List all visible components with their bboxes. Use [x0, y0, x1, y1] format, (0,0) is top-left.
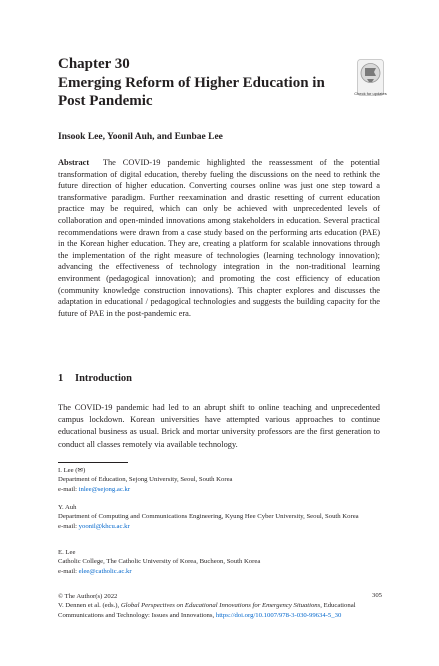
section-number: 1 [58, 373, 64, 384]
page-number: 305 [371, 592, 382, 599]
check-for-updates-label[interactable]: Check for updates [354, 91, 387, 96]
chapter-number: Chapter 30 [58, 56, 130, 72]
affiliation-dept: Department of Education, Sejong University, Seoul, South Korea [58, 476, 233, 484]
chapter-title: Emerging Reform of Higher Education in Post Pandemic [58, 75, 325, 109]
citation [58, 601, 383, 620]
authors: Insook Lee, Yoonil Auh, and Eunbae Lee [58, 132, 223, 142]
copyright-block [58, 592, 383, 620]
affiliation-name: E. Lee [58, 549, 76, 556]
citation-series: , Educational Communications and Technology: Issues and Innovations, [58, 602, 356, 619]
affiliation-dept: Department of Computing and Communications Engineering, Kyung Hee Cyber University, Seoul, South Korea [58, 513, 359, 521]
email-link[interactable]: elee@catholic.ac.kr [78, 567, 132, 575]
email-label: e-mail: [58, 485, 77, 493]
affiliation-1 [58, 466, 383, 494]
email-label: e-mail: [58, 522, 77, 530]
introduction-text: The COVID-19 pandemic had led to an abrupt shift to online teaching and unprecedented campus lockdown. Korean universities have attempted various approaches to continue educational business as usual. Brick and mortar university professors are the first generation to conduct all classes remotely via available technology. [58, 403, 380, 449]
citation-editors: V. Dennen et al. (eds.), [58, 602, 120, 610]
abstract-label: Abstract [58, 158, 90, 167]
section-heading [58, 373, 132, 384]
abstract-text: The COVID-19 pandemic highlighted the reassessment of the potential transformation of digital education, thereby fueling the discussions on the need to rethink the future direction of higher education. Converting courses online was just one step toward a transformative paradigm. Further reexamination and drastic resetting of current education practice may be required, which can only be achieved with unprecedented levels of collaboration and open-minded innovations among stakeholders in education. Several practical recommendations were drawn from a case study based on the performing arts education (PAE) in the Korean higher education. They are, creating a platform for scalable innovations through the implementation of the right measure of technologies (learning technology innovation); advancing the effectiveness of technology integration in the non-traditional learning environment (pedagogical innovation); and promoting the cost efficiency of education (community knowledge construction innovations). This chapter explores and discusses the adaptation in educational / pedagogical technologies and suggests the building capacity for the future of PAE in the post-pandemic era. [58, 158, 380, 318]
affiliation-2 [58, 503, 383, 531]
abstract [58, 157, 380, 319]
email-link[interactable]: yoonil@khcu.ac.kr [78, 522, 130, 530]
affiliation-name: Y. Auh [58, 504, 77, 511]
affiliation-dept: Catholic College, The Catholic University of Korea, Bucheon, South Korea [58, 558, 261, 566]
copyright-line: © The Author(s) 2022 [58, 593, 118, 600]
affiliation-3 [58, 548, 383, 576]
email-link[interactable]: inlee@sejong.ac.kr [78, 485, 131, 493]
section-title: Introduction [75, 373, 132, 384]
doi-link[interactable]: https://doi.org/10.1007/978-3-030-99634-5_30 [215, 611, 342, 619]
affiliation-name: I. Lee (✉) [58, 467, 86, 474]
email-label: e-mail: [58, 567, 77, 575]
footnote-divider [58, 462, 128, 463]
citation-book-title: Global Perspectives on Educational Innovations for Emergency Situations [120, 602, 321, 610]
